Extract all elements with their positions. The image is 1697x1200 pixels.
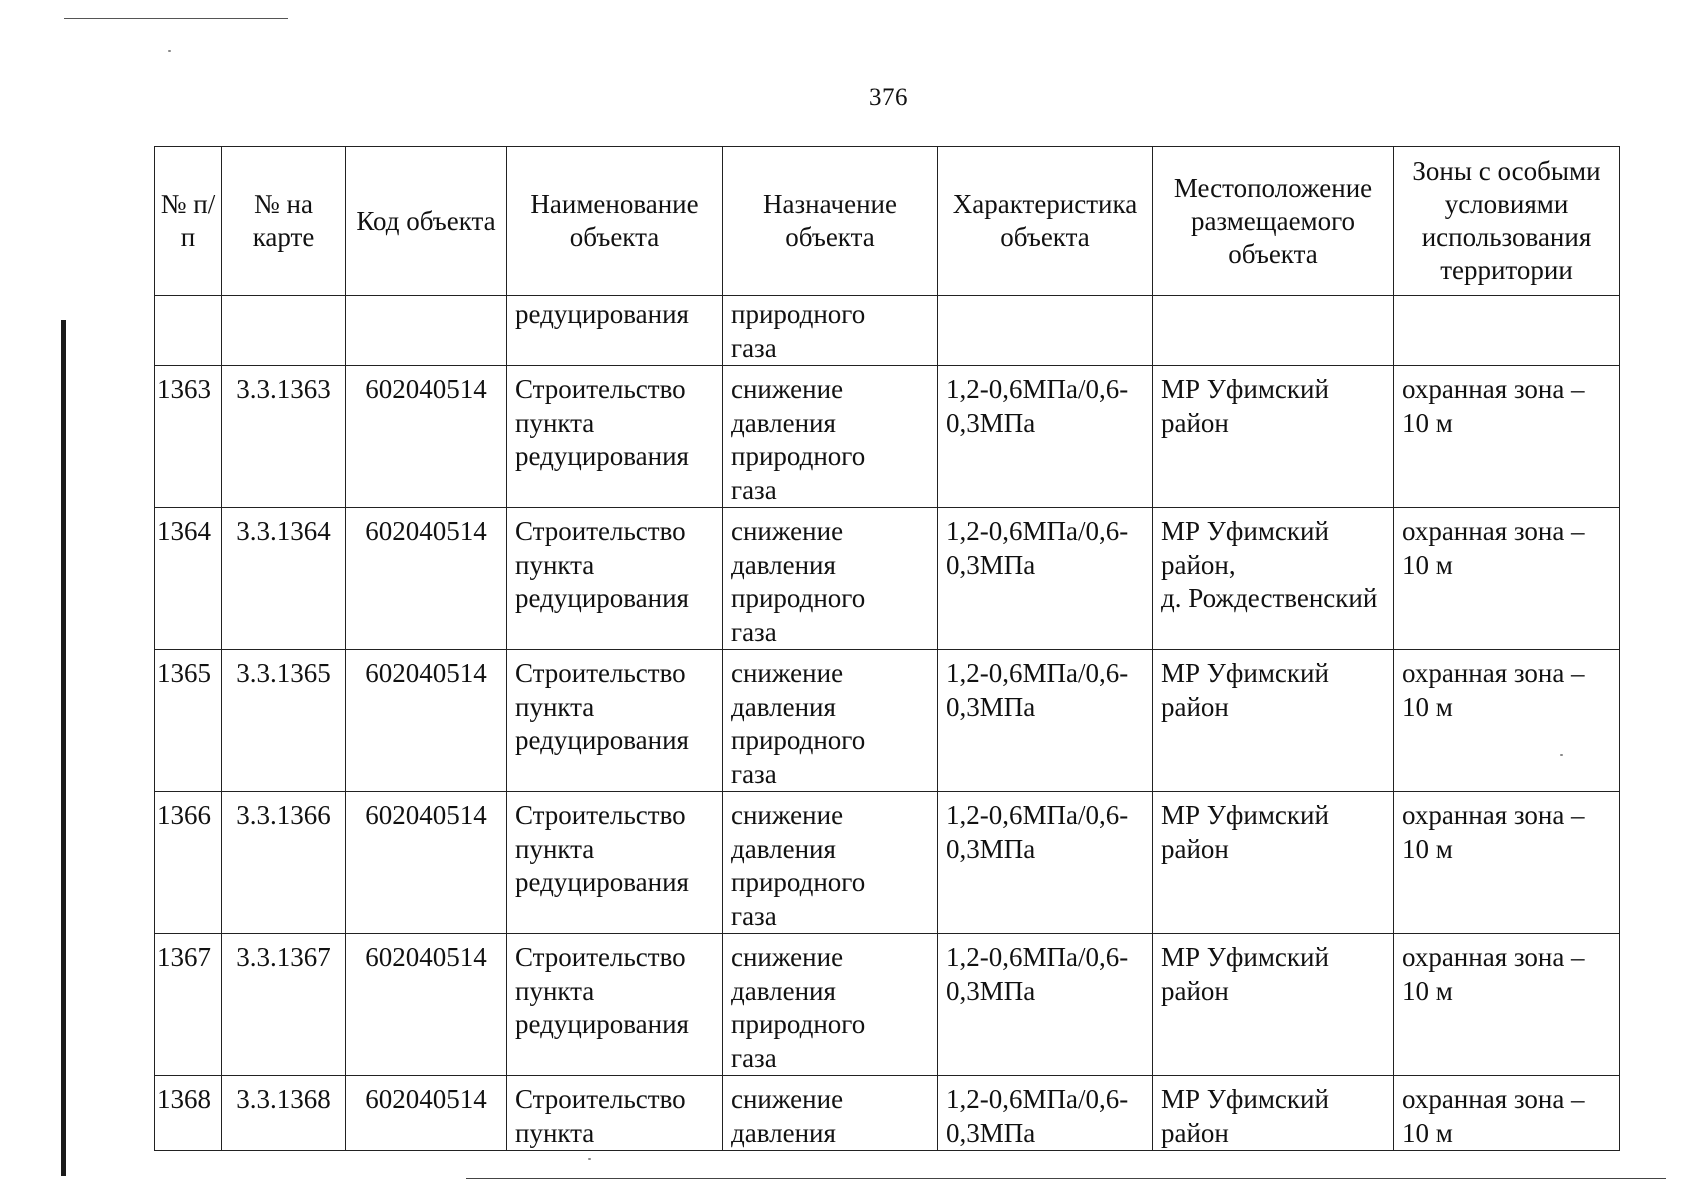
special-zone: 10 м bbox=[1402, 549, 1453, 580]
object-name: пункта bbox=[515, 407, 595, 438]
object-location: МР Уфимский bbox=[1161, 800, 1329, 830]
table-row bbox=[155, 508, 1620, 650]
object-purpose: снижение bbox=[731, 1084, 844, 1114]
header-map-number: № на карте bbox=[222, 147, 346, 296]
table-row bbox=[155, 792, 1620, 934]
special-zone: охранная зона – bbox=[1402, 516, 1585, 546]
header-object-name: Наименование объекта bbox=[507, 147, 723, 296]
special-zone: охранная зона – bbox=[1402, 374, 1585, 404]
table-row bbox=[155, 650, 1620, 792]
object-code: 602040514 bbox=[365, 516, 487, 546]
row-number: 1368 bbox=[157, 1084, 211, 1114]
object-characteristic: 0,3МПа bbox=[946, 691, 1036, 722]
object-purpose: давления bbox=[731, 1117, 836, 1148]
object-purpose: газа bbox=[731, 332, 777, 363]
object-location: район, bbox=[1161, 549, 1236, 580]
bottom-rule bbox=[466, 1178, 1666, 1179]
object-code: 602040514 bbox=[365, 800, 487, 830]
object-characteristic: 1,2-0,6МПа/0,6- bbox=[946, 658, 1129, 688]
page-number: 376 bbox=[869, 84, 908, 111]
object-purpose: давления bbox=[731, 549, 836, 580]
object-name: пункта bbox=[515, 549, 595, 580]
special-zone: 10 м bbox=[1402, 691, 1453, 722]
table-row bbox=[155, 934, 1620, 1076]
object-name: редуцирования bbox=[515, 725, 689, 755]
special-zone: 10 м bbox=[1402, 407, 1453, 438]
object-name: редуцирования bbox=[515, 867, 689, 897]
object-name: редуцирования bbox=[515, 583, 689, 613]
object-purpose: давления bbox=[731, 833, 836, 864]
object-name: пункта bbox=[515, 833, 595, 864]
header-num: № п/п bbox=[155, 147, 222, 296]
header-special-zones: Зоны с особыми условиями использования территории bbox=[1394, 147, 1620, 296]
object-location: район bbox=[1161, 833, 1229, 864]
table-row bbox=[155, 1076, 1620, 1151]
register-table bbox=[154, 146, 1620, 1151]
row-number: 1365 bbox=[157, 658, 211, 688]
special-zone: 10 м bbox=[1402, 975, 1453, 1006]
special-zone: 10 м bbox=[1402, 1117, 1453, 1148]
object-name: редуцирования bbox=[515, 1009, 689, 1039]
special-zone: охранная зона – bbox=[1402, 800, 1585, 830]
object-name: Строительство bbox=[515, 942, 686, 972]
object-purpose: газа bbox=[731, 758, 777, 789]
object-purpose: газа bbox=[731, 616, 777, 647]
object-location: район bbox=[1161, 975, 1229, 1006]
object-code: 602040514 bbox=[365, 1084, 487, 1114]
object-code: 602040514 bbox=[365, 942, 487, 972]
object-location: д. Рождественский bbox=[1161, 583, 1378, 613]
scan-edge-bar bbox=[61, 320, 66, 1176]
object-name: редуцирования bbox=[515, 299, 689, 329]
object-location: МР Уфимский bbox=[1161, 658, 1329, 688]
row-number: 1363 bbox=[157, 374, 211, 404]
object-characteristic: 1,2-0,6МПа/0,6- bbox=[946, 800, 1129, 830]
table-row bbox=[155, 366, 1620, 508]
object-name: пункта bbox=[515, 1117, 595, 1148]
object-name: Строительство bbox=[515, 800, 686, 830]
object-purpose: природного bbox=[731, 1009, 866, 1039]
map-number: 3.3.1366 bbox=[236, 800, 331, 830]
object-characteristic: 1,2-0,6МПа/0,6- bbox=[946, 516, 1129, 546]
object-code: 602040514 bbox=[365, 374, 487, 404]
object-location: район bbox=[1161, 691, 1229, 722]
object-name: Строительство bbox=[515, 374, 686, 404]
object-characteristic: 0,3МПа bbox=[946, 1117, 1036, 1148]
object-name: редуцирования bbox=[515, 441, 689, 471]
map-number: 3.3.1367 bbox=[236, 942, 331, 972]
object-location: район bbox=[1161, 1117, 1229, 1148]
object-location: район bbox=[1161, 407, 1229, 438]
special-zone: 10 м bbox=[1402, 833, 1453, 864]
object-purpose: снижение bbox=[731, 374, 844, 404]
object-characteristic: 1,2-0,6МПа/0,6- bbox=[946, 374, 1129, 404]
header-object-code: Код объекта bbox=[346, 147, 507, 296]
object-characteristic: 1,2-0,6МПа/0,6- bbox=[946, 1084, 1129, 1114]
object-code: 602040514 bbox=[365, 658, 487, 688]
object-purpose: снижение bbox=[731, 516, 844, 546]
object-location: МР Уфимский bbox=[1161, 516, 1329, 546]
map-number: 3.3.1363 bbox=[236, 374, 331, 404]
object-characteristic: 0,3МПа bbox=[946, 975, 1036, 1006]
object-name: пункта bbox=[515, 691, 595, 722]
object-purpose: снижение bbox=[731, 658, 844, 688]
object-characteristic: 0,3МПа bbox=[946, 549, 1036, 580]
object-purpose: природного bbox=[731, 867, 866, 897]
object-purpose: газа bbox=[731, 1042, 777, 1073]
scan-speck bbox=[588, 1158, 591, 1160]
object-purpose: природного bbox=[731, 441, 866, 471]
object-location: МР Уфимский bbox=[1161, 374, 1329, 404]
object-name: Строительство bbox=[515, 658, 686, 688]
map-number: 3.3.1368 bbox=[236, 1084, 331, 1114]
object-purpose: газа bbox=[731, 900, 777, 931]
object-characteristic: 0,3МПа bbox=[946, 407, 1036, 438]
object-purpose: газа bbox=[731, 474, 777, 505]
scan-speck bbox=[168, 50, 171, 52]
row-number: 1366 bbox=[157, 800, 211, 830]
row-number: 1364 bbox=[157, 516, 211, 546]
special-zone: охранная зона – bbox=[1402, 942, 1585, 972]
object-purpose: давления bbox=[731, 407, 836, 438]
object-purpose: природного bbox=[731, 583, 866, 613]
special-zone: охранная зона – bbox=[1402, 1084, 1585, 1114]
object-location: МР Уфимский bbox=[1161, 1084, 1329, 1114]
object-purpose: снижение bbox=[731, 800, 844, 830]
row-number: 1367 bbox=[157, 942, 211, 972]
special-zone: охранная зона – bbox=[1402, 658, 1585, 688]
object-characteristic: 1,2-0,6МПа/0,6- bbox=[946, 942, 1129, 972]
object-purpose: давления bbox=[731, 975, 836, 1006]
continuation-row bbox=[155, 296, 1620, 366]
object-characteristic: 0,3МПа bbox=[946, 833, 1036, 864]
object-location: МР Уфимский bbox=[1161, 942, 1329, 972]
header-object-characteristic: Характеристика объекта bbox=[938, 147, 1153, 296]
object-purpose: давления bbox=[731, 691, 836, 722]
object-purpose: снижение bbox=[731, 942, 844, 972]
object-name: пункта bbox=[515, 975, 595, 1006]
map-number: 3.3.1364 bbox=[236, 516, 331, 546]
header-object-location: Местоположение размещаемого объекта bbox=[1153, 147, 1394, 296]
header-row bbox=[155, 147, 1620, 296]
header-object-purpose: Назначение объекта bbox=[723, 147, 938, 296]
object-name: Строительство bbox=[515, 1084, 686, 1114]
object-purpose: природного bbox=[731, 299, 866, 329]
top-rule bbox=[64, 18, 288, 19]
map-number: 3.3.1365 bbox=[236, 658, 331, 688]
object-purpose: природного bbox=[731, 725, 866, 755]
object-name: Строительство bbox=[515, 516, 686, 546]
